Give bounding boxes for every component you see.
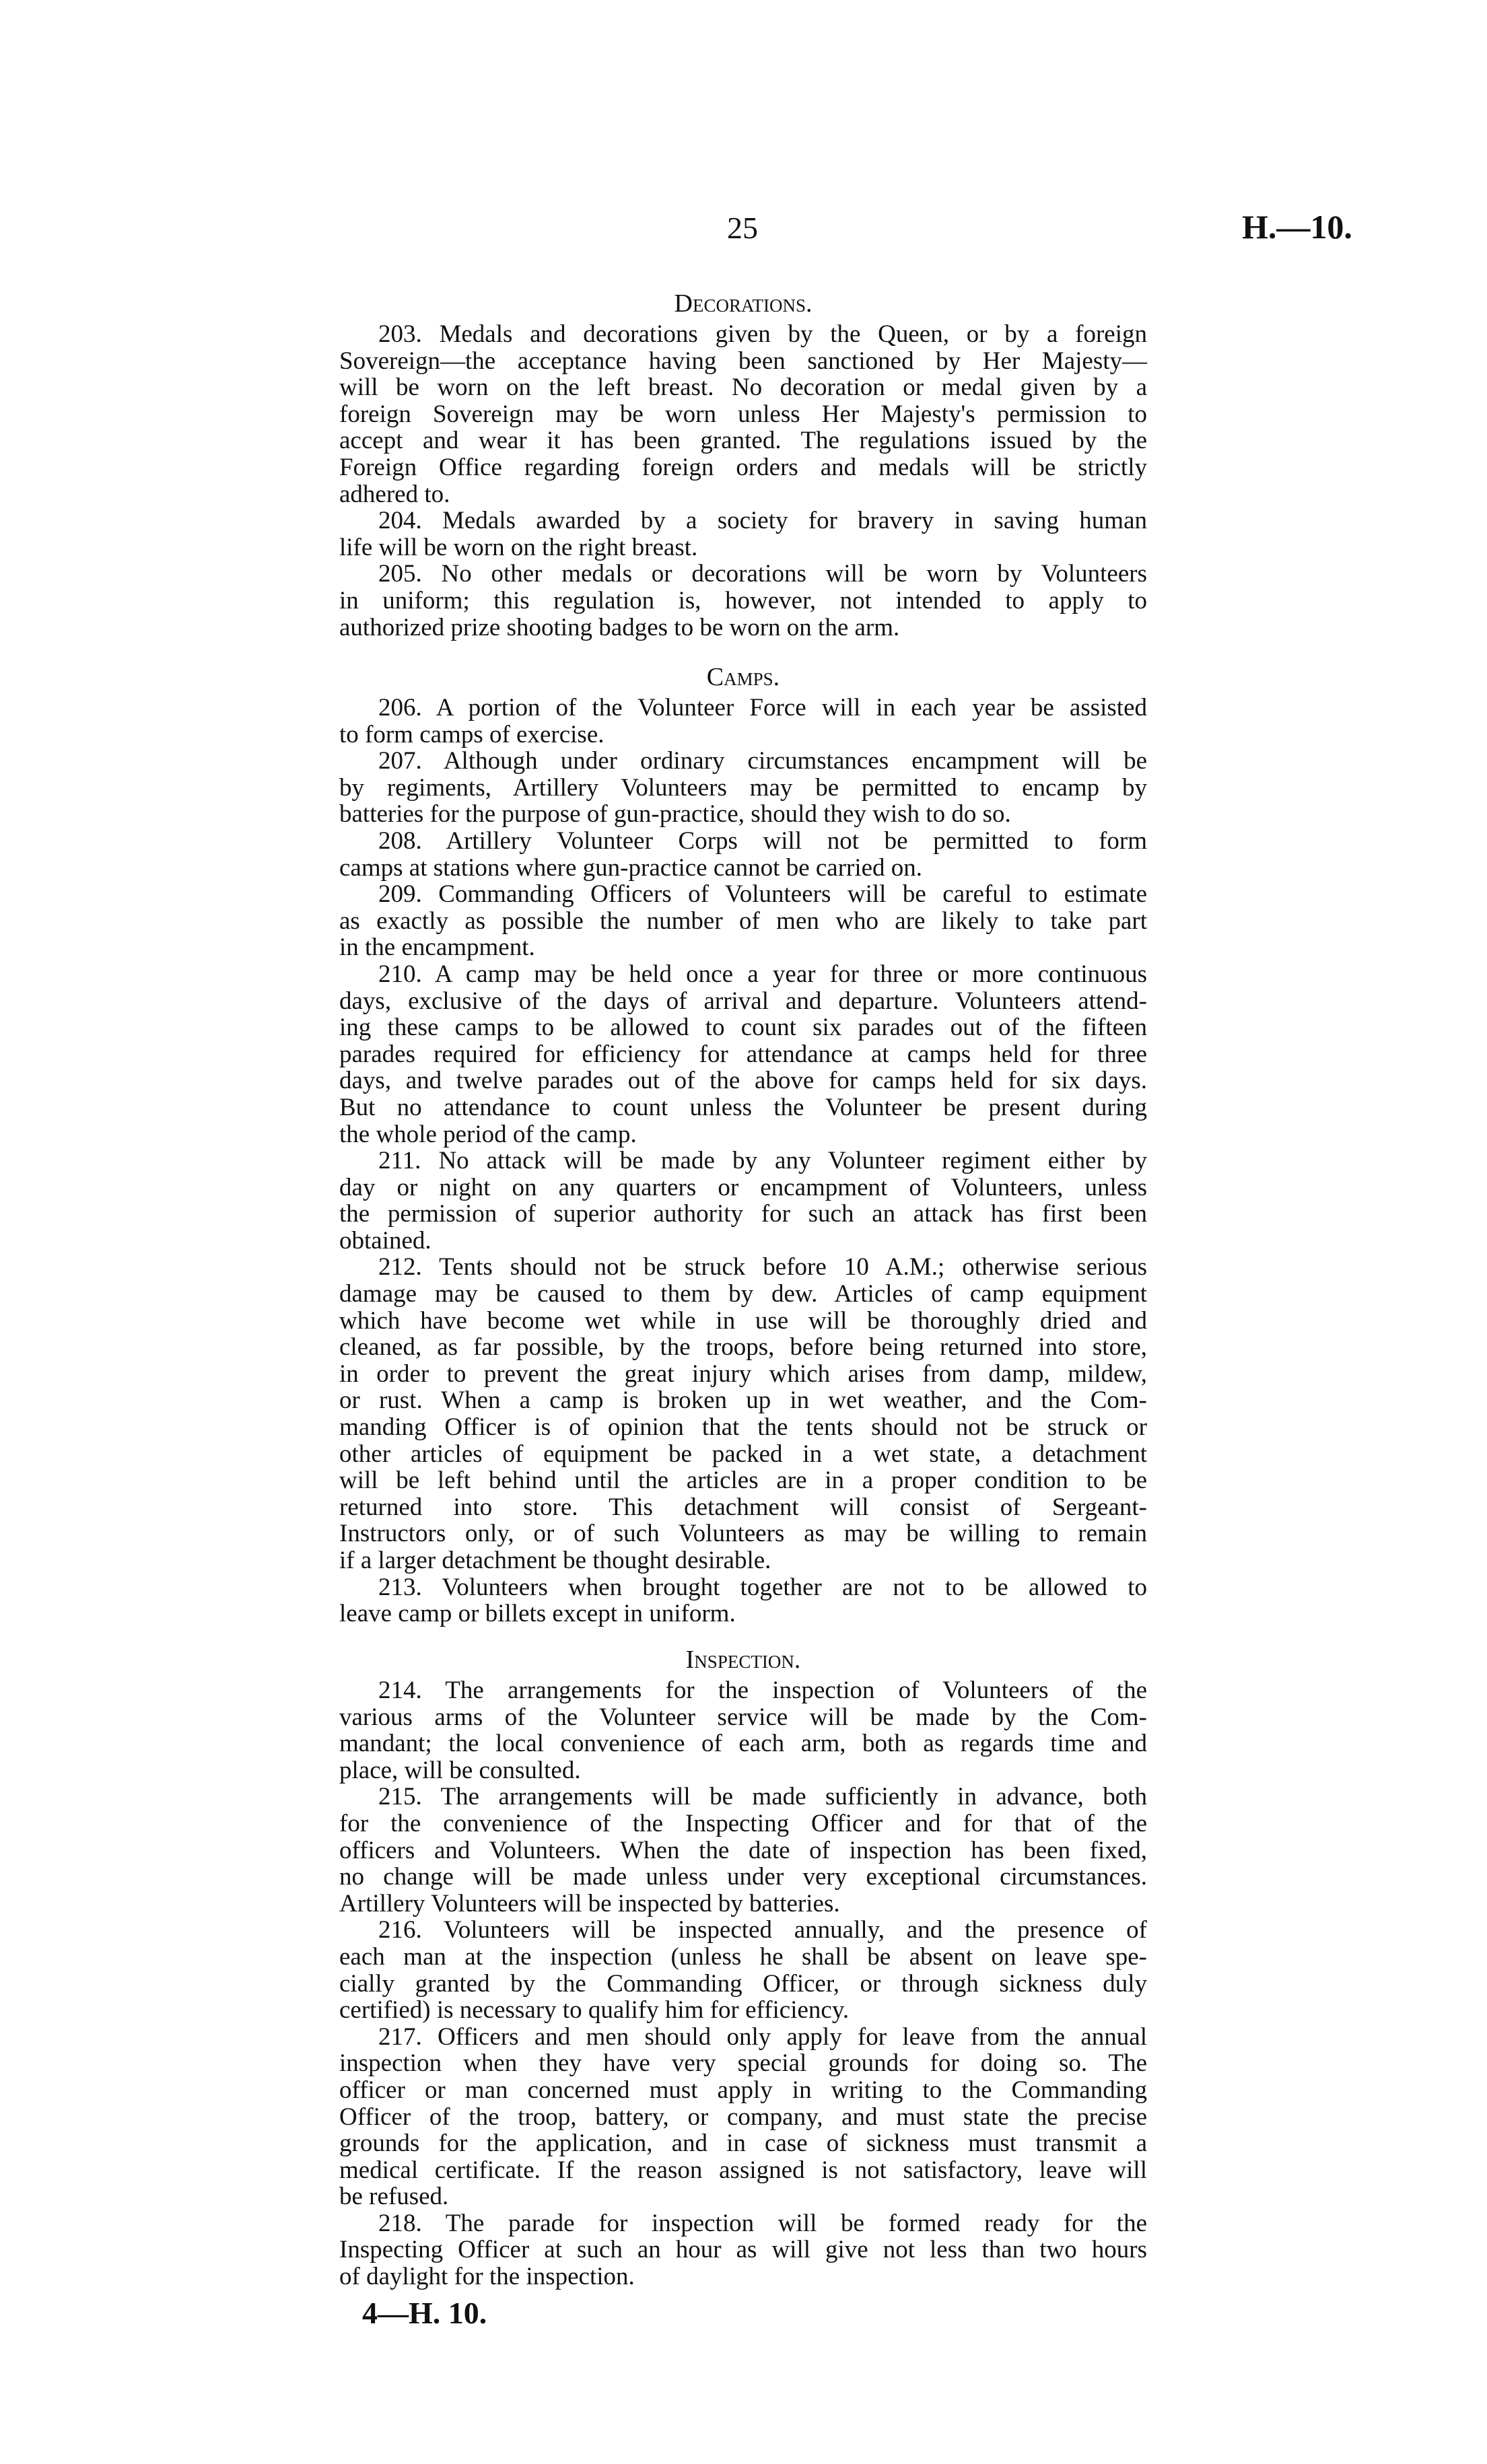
text-line: Foreign Office regarding foreign orders and medals will be strictly bbox=[339, 453, 1147, 481]
text-line: medical certificate. If the reason assigned is not satisfactory, leave will bbox=[339, 2156, 1147, 2184]
text-line: various arms of the Volunteer service will be made by the Com- bbox=[339, 1703, 1147, 1731]
text-line: no change will be made unless under very exceptional circumstances. bbox=[339, 1863, 1147, 1891]
text-line: ing these camps to be allowed to count six parades out of the fifteen bbox=[339, 1014, 1147, 1042]
text-line: will be worn on the left breast. No decoration or medal given by a bbox=[339, 374, 1147, 402]
paragraph bbox=[339, 1148, 1147, 1254]
text-line: leave camp or billets except in uniform. bbox=[339, 1600, 736, 1628]
text-line: the whole period of the camp. bbox=[339, 1120, 637, 1148]
text-line: grounds for the application, and in case of sickness must transmit a bbox=[339, 2129, 1147, 2158]
text-line: 215. The arrangements will be made sufficiently in advance, both bbox=[378, 1783, 1147, 1811]
text-line: damage may be caused to them by dew. Articles of camp equipment bbox=[339, 1280, 1147, 1308]
text-line: camps at stations where gun-practice cannot be carried on. bbox=[339, 853, 923, 882]
text-line: which have become wet while in use will be thoroughly dried and bbox=[339, 1306, 1147, 1335]
text-line: Artillery Volunteers will be inspected by batteries. bbox=[339, 1889, 840, 1917]
section-decorations bbox=[339, 289, 1147, 641]
text-line: each man at the inspection (unless he shall be absent on leave spe- bbox=[339, 1942, 1147, 1971]
text-line: returned into store. This detachment will consist of Sergeant- bbox=[339, 1493, 1147, 1521]
text-line: will be left behind until the articles are in a proper condition to be bbox=[339, 1467, 1147, 1495]
text-line: place, will be consulted. bbox=[339, 1756, 581, 1784]
paragraph bbox=[339, 1784, 1147, 1917]
paragraph bbox=[339, 2024, 1147, 2210]
text-line: other articles of equipment be packed in a wet state, a detachment bbox=[339, 1440, 1147, 1468]
paragraph bbox=[339, 1917, 1147, 2023]
text-line: if a larger detachment be thought desirable. bbox=[339, 1547, 771, 1574]
paragraph bbox=[339, 561, 1147, 641]
text-line: be refused. bbox=[339, 2183, 449, 2211]
text-line: 211. No attack will be made by any Volunteer regiment either by bbox=[378, 1147, 1147, 1175]
text-line: 214. The arrangements for the inspection of Volunteers of the bbox=[378, 1677, 1147, 1704]
text-line: Instructors only, or of such Volunteers as may be willing to remain bbox=[339, 1520, 1147, 1548]
page-number: 25 bbox=[727, 211, 758, 245]
paragraph bbox=[339, 748, 1147, 828]
document-reference: H.—10. bbox=[1242, 208, 1352, 246]
paragraph bbox=[339, 961, 1147, 1148]
text-line: 210. A camp may be held once a year for three or more continuous bbox=[378, 960, 1147, 988]
paragraph bbox=[339, 1574, 1147, 1627]
paragraph bbox=[339, 695, 1147, 748]
text-line: mandant; the local convenience of each arm, both as regards time and bbox=[339, 1730, 1147, 1758]
text-line: authorized prize shooting badges to be worn on the arm. bbox=[339, 613, 900, 641]
text-line: foreign Sovereign may be worn unless Her Majesty's permission to bbox=[339, 400, 1147, 428]
text-line: 216. Volunteers will be inspected annually, and the presence of bbox=[378, 1916, 1147, 1944]
section-heading: Inspection. bbox=[685, 1646, 801, 1674]
paragraph bbox=[339, 2210, 1147, 2290]
text-line: the permission of superior authority for such an attack has first been bbox=[339, 1200, 1147, 1228]
text-line: days, and twelve parades out of the above for camps held for six days. bbox=[339, 1067, 1147, 1095]
paragraph bbox=[339, 881, 1147, 961]
text-line: But no attendance to count unless the Volunteer be present during bbox=[339, 1093, 1147, 1121]
text-line: cleaned, as far possible, by the troops, before being returned into store, bbox=[339, 1333, 1147, 1362]
text-line: 206. A portion of the Volunteer Force will in each year be assisted bbox=[378, 694, 1147, 721]
text-line: officer or man concerned must apply in writing to the Commanding bbox=[339, 2076, 1147, 2104]
text-line: certified) is necessary to qualify him for efficiency. bbox=[339, 1996, 850, 2025]
printer-signature: 4—H. 10. bbox=[362, 2296, 487, 2330]
text-line: Officer of the troop, battery, or company, and must state the precise bbox=[339, 2103, 1147, 2131]
text-line: to form camps of exercise. bbox=[339, 720, 604, 748]
text-line: in uniform; this regulation is, however, not intended to apply to bbox=[339, 586, 1147, 614]
text-line: life will be worn on the right breast. bbox=[339, 533, 698, 561]
text-line: batteries for the purpose of gun-practice, should they wish to do so. bbox=[339, 800, 1011, 829]
text-line: 212. Tents should not be struck before 10 A.M.; otherwise serious bbox=[378, 1253, 1147, 1281]
text-line: in the encampment. bbox=[339, 934, 535, 962]
text-line: for the convenience of the Inspecting Officer and for that of the bbox=[339, 1809, 1147, 1837]
text-line: 205. No other medals or decorations will be worn by Volunteers bbox=[378, 560, 1147, 588]
paragraph bbox=[339, 507, 1147, 561]
text-line: 203. Medals and decorations given by the Queen, or by a foreign bbox=[378, 320, 1147, 348]
text-line: adhered to. bbox=[339, 480, 450, 508]
text-line: accept and wear it has been granted. The regulations issued by the bbox=[339, 427, 1147, 455]
section-heading: Camps. bbox=[706, 663, 780, 691]
text-line: by regiments, Artillery Volunteers may be permitted to encamp by bbox=[339, 773, 1147, 802]
text-line: 217. Officers and men should only apply for leave from the annual bbox=[378, 2022, 1147, 2051]
section-camps bbox=[339, 662, 1147, 1627]
text-line: or rust. When a camp is broken up in wet weather, and the Com- bbox=[339, 1386, 1147, 1415]
paragraph bbox=[339, 1254, 1147, 1574]
text-line: of daylight for the inspection. bbox=[339, 2263, 635, 2291]
section-inspection bbox=[339, 1645, 1147, 2290]
text-line: 218. The parade for inspection will be formed ready for the bbox=[378, 2209, 1147, 2237]
text-line: 213. Volunteers when brought together are not to be allowed to bbox=[378, 1573, 1147, 1601]
text-line: as exactly as possible the number of men who are likely to take part bbox=[339, 907, 1147, 935]
text-line: obtained. bbox=[339, 1226, 431, 1255]
paragraph bbox=[339, 321, 1147, 507]
text-line: manding Officer is of opinion that the tents should not be struck or bbox=[339, 1413, 1147, 1442]
text-line: 207. Although under ordinary circumstances encampment will be bbox=[378, 747, 1147, 775]
text-line: inspection when they have very special grounds for doing so. The bbox=[339, 2049, 1147, 2078]
text-line: 209. Commanding Officers of Volunteers will be careful to estimate bbox=[378, 880, 1147, 909]
text-line: 204. Medals awarded by a society for bravery in saving human bbox=[378, 507, 1147, 535]
text-line: days, exclusive of the days of arrival and departure. Volunteers attend- bbox=[339, 987, 1147, 1015]
paragraph bbox=[339, 828, 1147, 881]
text-line: cially granted by the Commanding Officer, or through sickness duly bbox=[339, 1969, 1147, 1998]
text-line: parades required for efficiency for attendance at camps held for three bbox=[339, 1040, 1147, 1068]
paragraph bbox=[339, 1677, 1147, 1784]
text-line: Inspecting Officer at such an hour as will give not less than two hours bbox=[339, 2236, 1147, 2264]
section-heading: Decorations. bbox=[674, 289, 812, 318]
text-line: day or night on any quarters or encampment of Volunteers, unless bbox=[339, 1173, 1147, 1201]
text-line: officers and Volunteers. When the date of inspection has been fixed, bbox=[339, 1836, 1147, 1864]
text-line: 208. Artillery Volunteer Corps will not be permitted to form bbox=[378, 826, 1147, 855]
text-line: Sovereign—the acceptance having been sanctioned by Her Majesty— bbox=[339, 347, 1147, 375]
text-line: in order to prevent the great injury which arises from damp, mildew, bbox=[339, 1360, 1147, 1388]
